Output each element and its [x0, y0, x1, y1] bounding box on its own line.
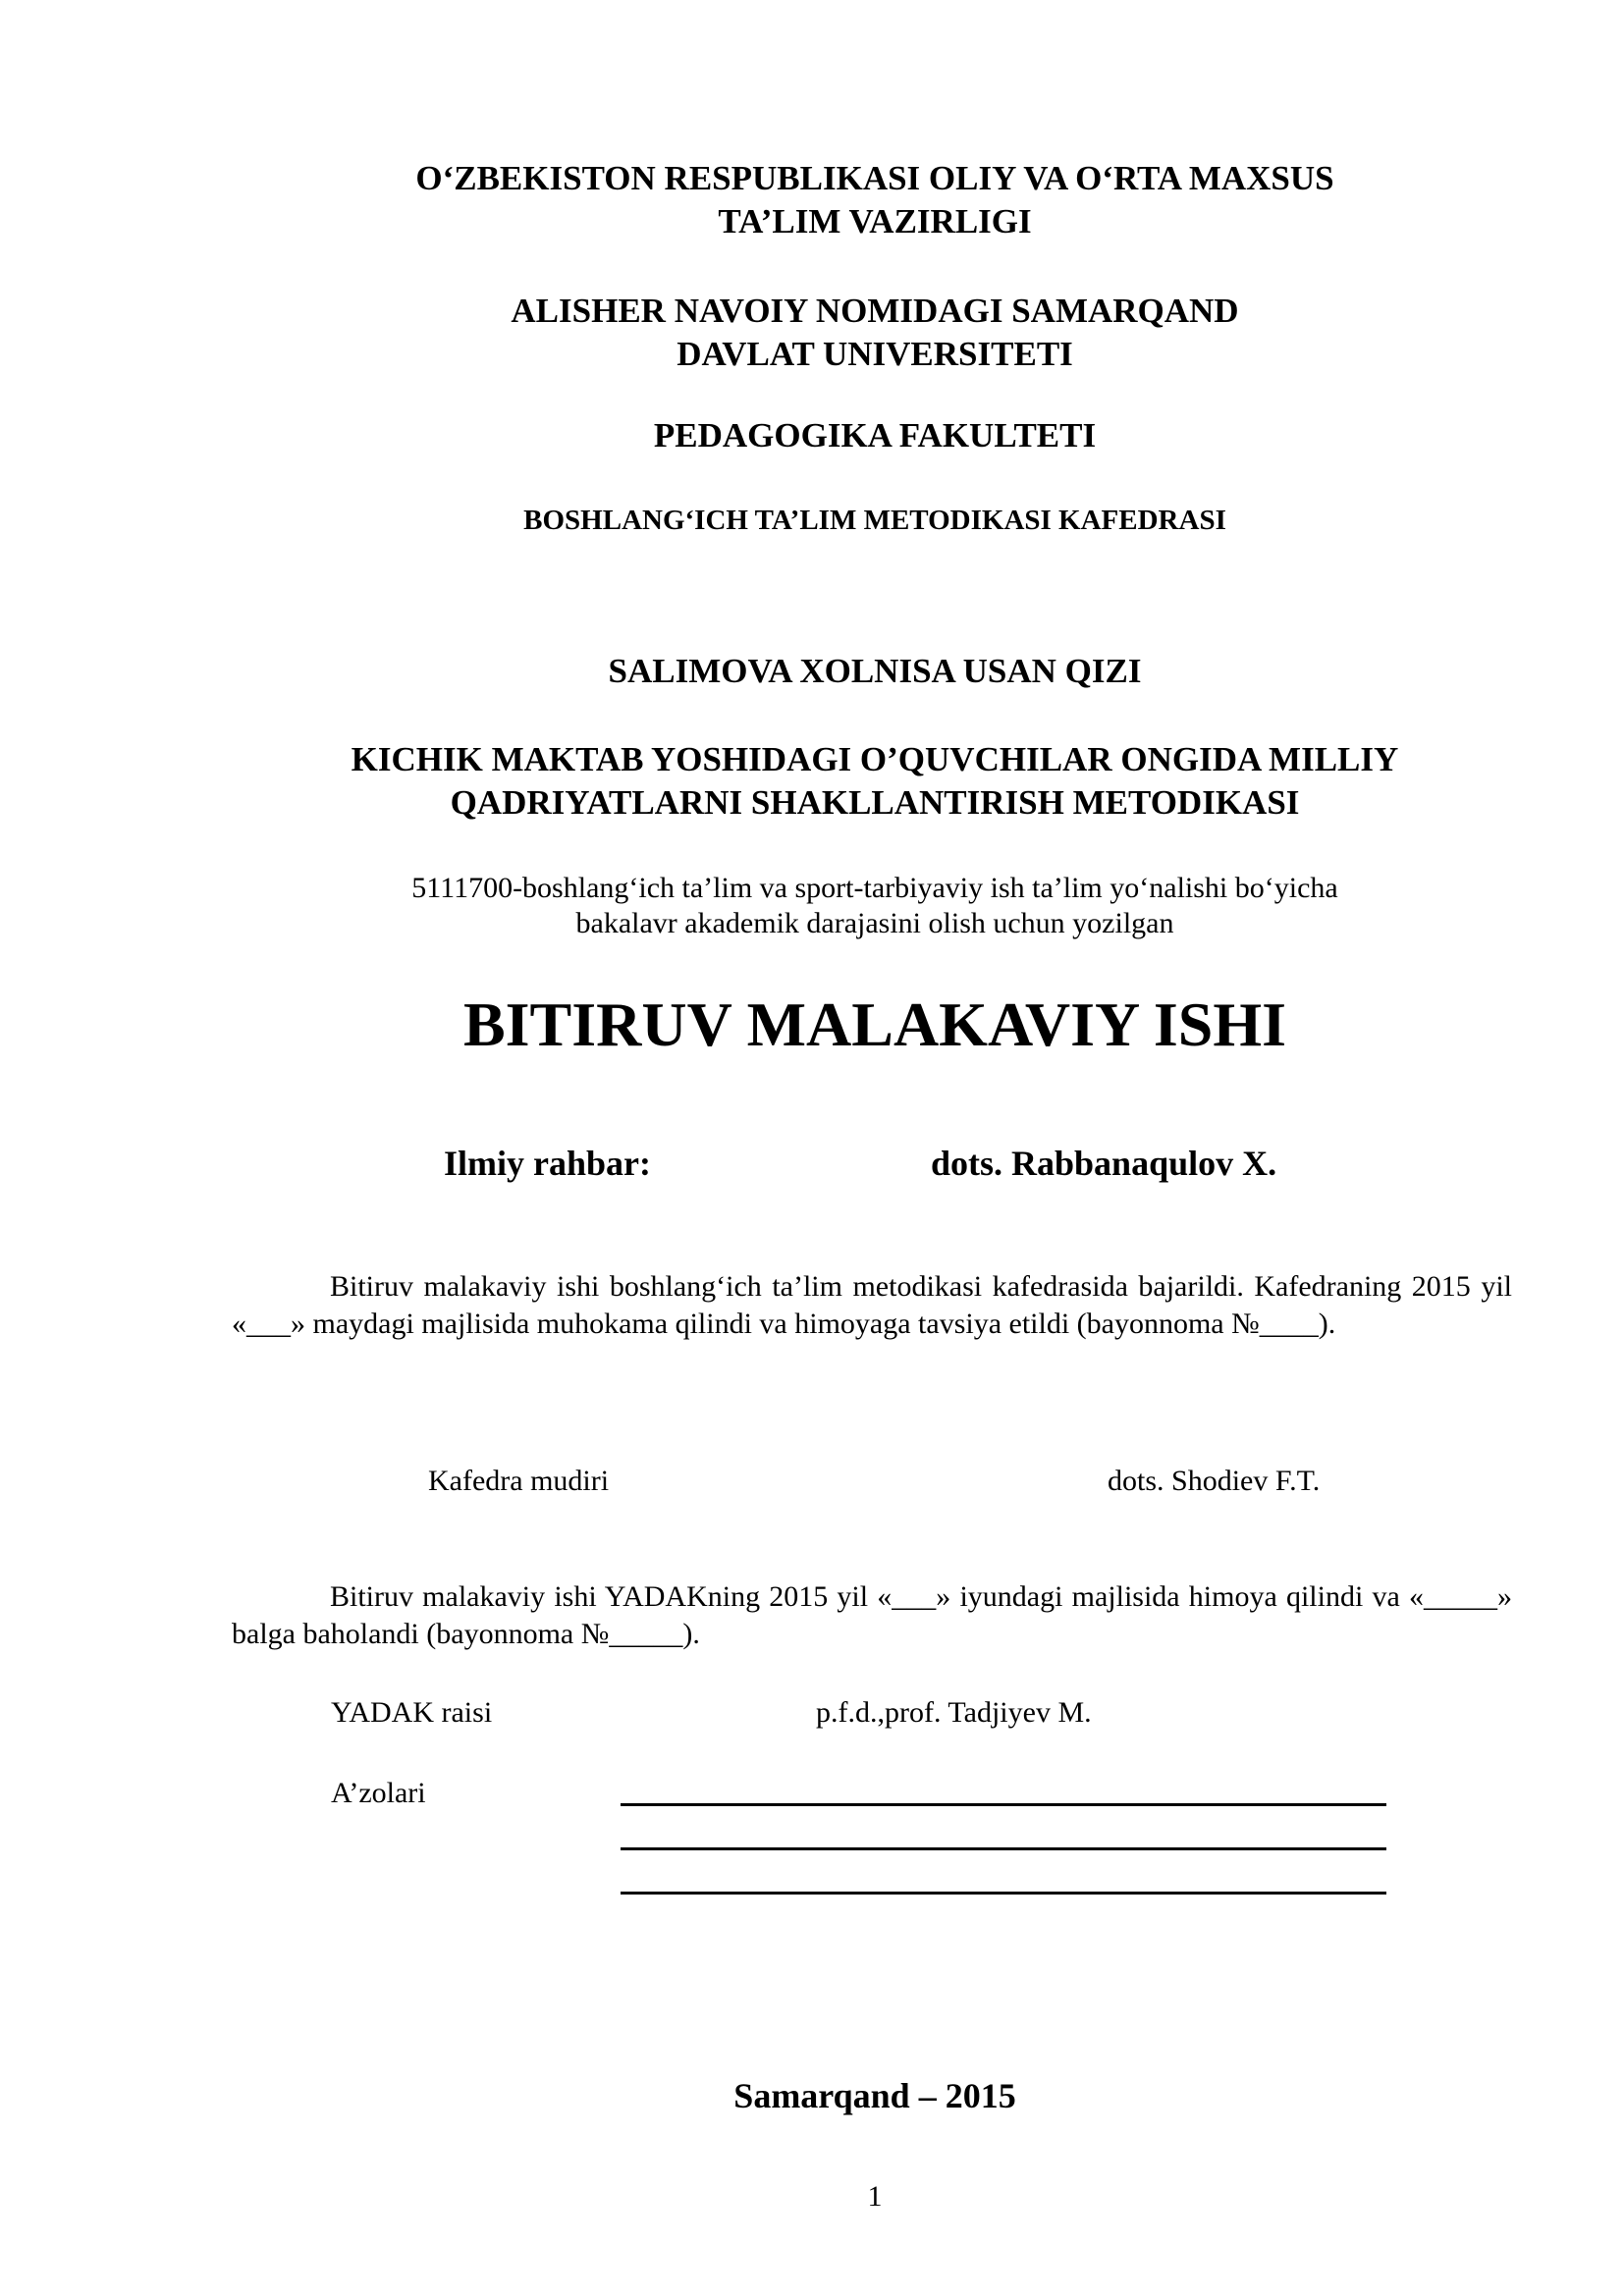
- faculty-name: PEDAGOGIKA FAKULTETI: [653, 416, 1097, 454]
- head-of-department-label: Kafedra mudiri: [428, 1465, 610, 1497]
- university-line-2: DAVLAT UNIVERSITETI: [677, 335, 1073, 373]
- topic-line-1: KICHIK MAKTAB YOSHIDAGI O’QUVCHILAR ONGIDA MILLIY: [351, 740, 1399, 778]
- member-signature-line: [621, 1892, 1386, 1895]
- member-signature-line: [621, 1803, 1386, 1806]
- commission-chair-name: p.f.d.,prof. Tadjiyev M.: [816, 1696, 1092, 1729]
- defense-note: Bitiruv malakaviy ishi YADAKning 2015 yil «___» iyundagi majlisida himoya qilindi va «_____» balga baholandi (bayonnoma №_____).: [232, 1580, 1512, 1650]
- commission-members-label: A’zolari: [331, 1777, 426, 1809]
- purpose-line-2: bakalavr akademik darajasini olish uchun yozilgan: [575, 907, 1174, 939]
- ministry-line-2: TA’LIM VAZIRLIGI: [718, 202, 1032, 240]
- author-name: SALIMOVA XOLNISA USAN QIZI: [608, 652, 1142, 690]
- work-type-title: BITIRUV MALAKAVIY ISHI: [462, 989, 1287, 1059]
- city-year: Samarqand – 2015: [733, 2076, 1016, 2115]
- supervisor-name: dots. Rabbanaqulov X.: [931, 1144, 1277, 1183]
- university-line-1: ALISHER NAVOIY NOMIDAGI SAMARQAND: [511, 292, 1239, 330]
- page-number: 1: [867, 2180, 883, 2213]
- head-of-department-name: dots. Shodiev F.T.: [1108, 1465, 1321, 1497]
- department-name: BOSHLANG‘ICH TA’LIM METODIKASI KAFEDRASI: [523, 505, 1226, 536]
- department-note: Bitiruv malakaviy ishi boshlang‘ich ta’lim metodikasi kafedrasida bajarildi. Kafedraning 2015 yil «___» maydagi majlisida muhokama qilindi va himoyaga tavsiya etildi (bayonnoma №____).: [232, 1270, 1512, 1340]
- supervisor-label: Ilmiy rahbar:: [444, 1144, 651, 1183]
- topic-line-2: QADRIYATLARNI SHAKLLANTIRISH METODIKASI: [450, 783, 1300, 822]
- member-signature-line: [621, 1847, 1386, 1850]
- commission-chair-label: YADAK raisi: [331, 1696, 493, 1729]
- ministry-line-1: O‘ZBEKISTON RESPUBLIKASI OLIY VA O‘RTA MAXSUS: [415, 159, 1334, 197]
- purpose-line-1: 5111700-boshlang‘ich ta’lim va sport-tarbiyaviy ish ta’lim yo‘nalishi bo‘yicha: [411, 872, 1338, 904]
